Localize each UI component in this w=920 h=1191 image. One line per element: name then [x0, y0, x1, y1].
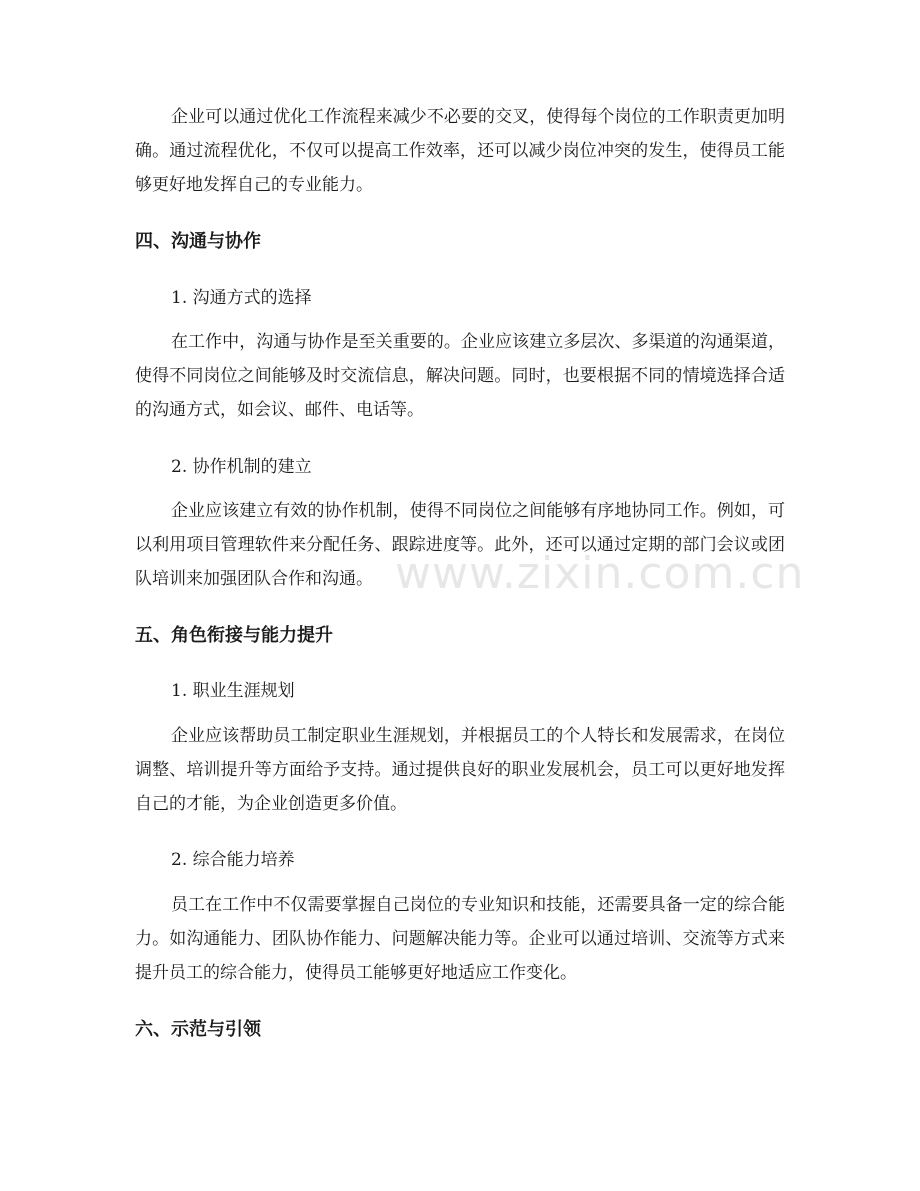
paragraph-4-2: 企业应该建立有效的协作机制，使得不同岗位之间能够有序地协同工作。例如，可以利用项目管理软件来分配任务、跟踪进度等。此外，还可以通过定期的部门会议或团队培训来加强团队合作和沟通。 [135, 501, 785, 589]
paragraph-intro: 企业可以通过优化工作流程来减少不必要的交叉，使得每个岗位的工作职责更加明确。通过流程优化，不仅可以提高工作效率，还可以减少岗位冲突的发生，使得员工能够更好地发挥自己的专业能力。 [135, 107, 785, 195]
section-heading-5: 五、角色衔接与能力提升 [135, 625, 333, 646]
watermark-text: www.zixin.com.cn [395, 548, 805, 599]
subheading-4-2: 2. 协作机制的建立 [171, 457, 312, 477]
subheading-5-1: 1. 职业生涯规划 [171, 681, 295, 701]
paragraph-4-1: 在工作中，沟通与协作是至关重要的。企业应该建立多层次、多渠道的沟通渠道，使得不同岗位之间能够及时交流信息，解决问题。同时，也要根据不同的情境选择合适的沟通方式，如会议、邮件、电话等。 [135, 332, 785, 420]
subheading-4-1: 1. 沟通方式的选择 [171, 288, 312, 308]
section-heading-4: 四、沟通与协作 [135, 231, 261, 252]
paragraph-5-2: 员工在工作中不仅需要掌握自己岗位的专业知识和技能，还需要具备一定的综合能力。如沟通能力、团队协作能力、问题解决能力等。企业可以通过培训、交流等方式来提升员工的综合能力，使得员工能够更好地适应工作变化。 [135, 895, 785, 983]
paragraph-5-1: 企业应该帮助员工制定职业生涯规划，并根据员工的个人特长和发展需求，在岗位调整、培训提升等方面给予支持。通过提供良好的职业发展机会，员工可以更好地发挥自己的才能，为企业创造更多价值。 [135, 726, 785, 814]
subheading-5-2: 2. 综合能力培养 [171, 850, 295, 870]
section-heading-6: 六、示范与引领 [135, 1019, 261, 1040]
